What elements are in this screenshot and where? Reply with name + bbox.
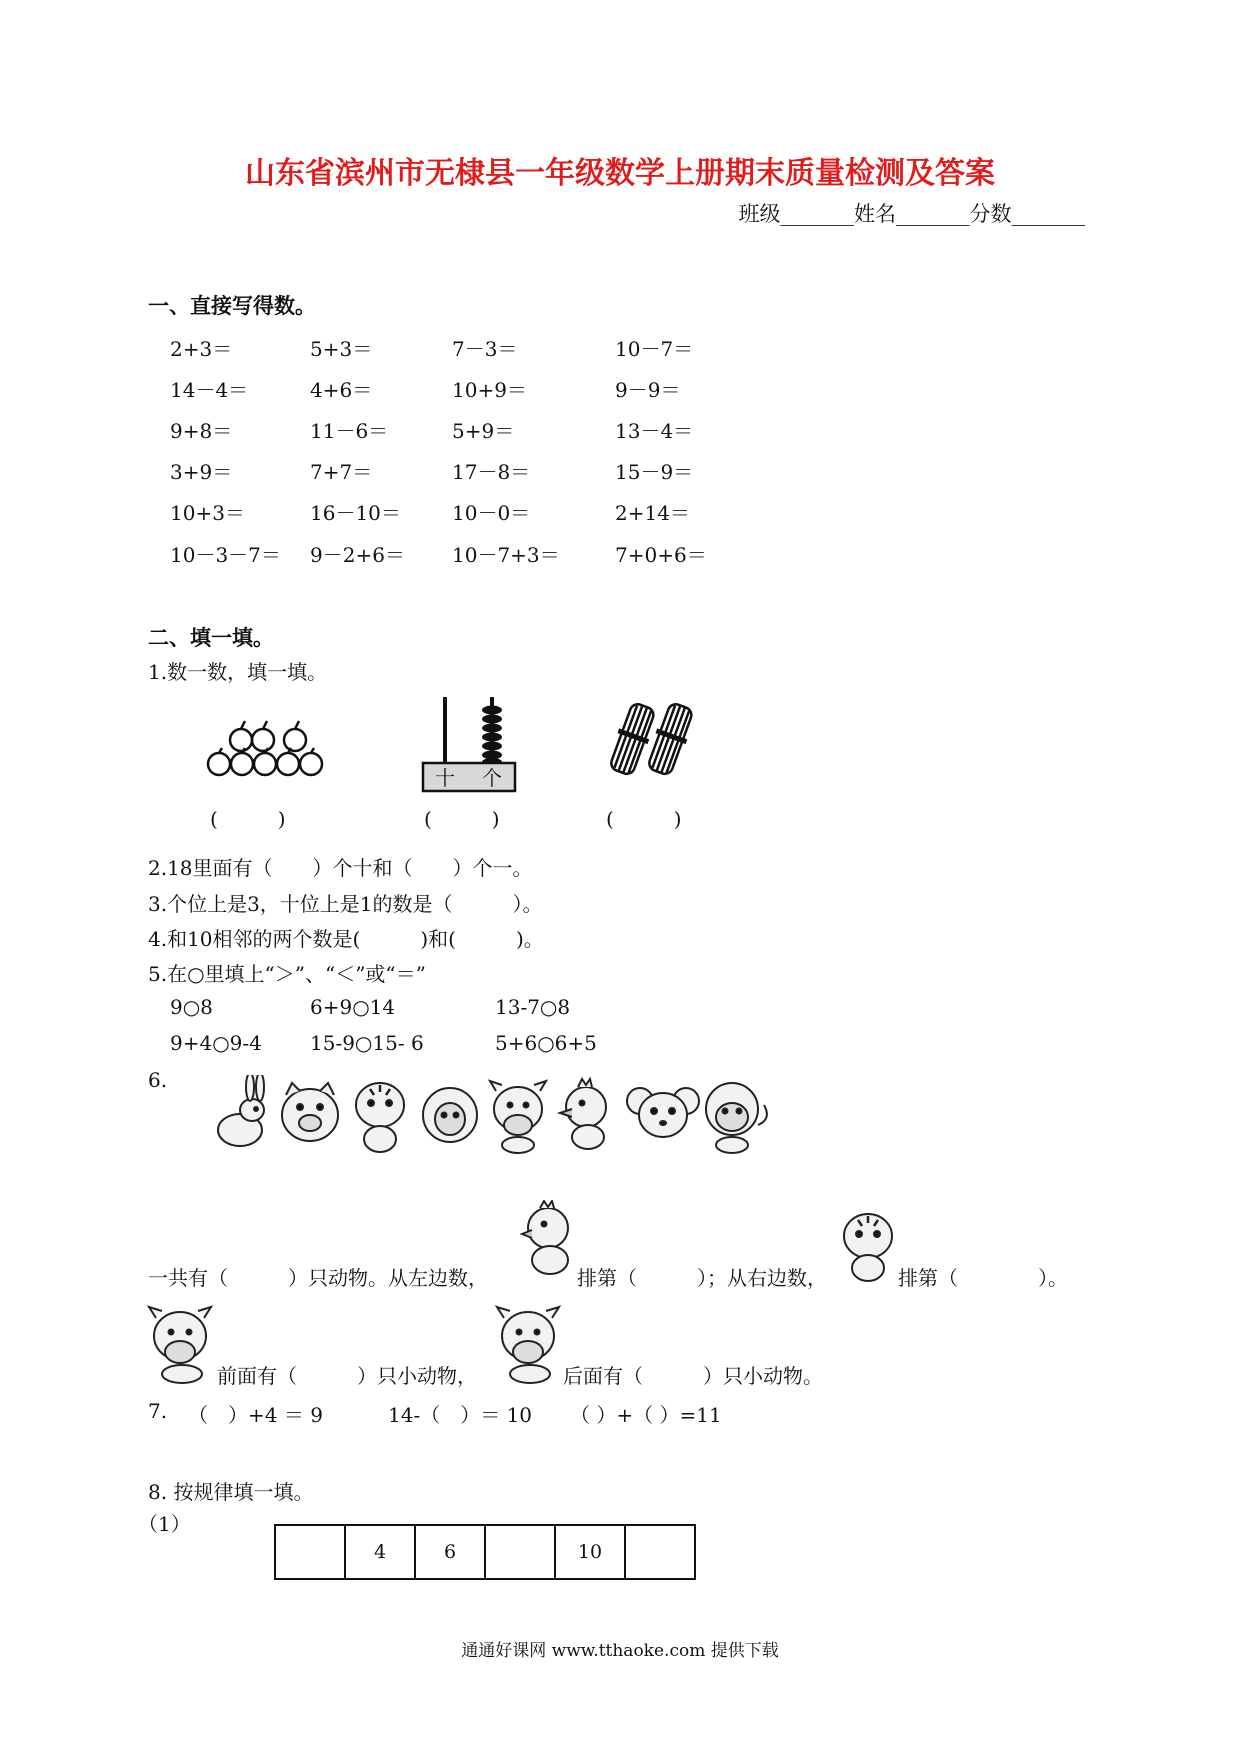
- name-blank[interactable]: _______: [896, 202, 970, 226]
- rooster-icon: [520, 1200, 580, 1280]
- calc-item: 7－3＝: [452, 337, 518, 361]
- calc-item: 10+3＝: [170, 501, 245, 525]
- calc-item: 10－0＝: [452, 501, 531, 525]
- rabbit-icon: [218, 1075, 264, 1146]
- pattern-sequence-table: [274, 1524, 696, 1580]
- calc-item: 5+9＝: [452, 419, 515, 443]
- ox-icon: [494, 1302, 564, 1384]
- abacus-answer-blank[interactable]: ( ): [424, 807, 500, 831]
- sequence-cell: 4: [345, 1525, 415, 1579]
- calc-item: 15－9＝: [615, 460, 694, 484]
- animals-row-image: [210, 1075, 830, 1155]
- question-4: 4.和10相邻的两个数是( )和( )。: [148, 927, 544, 951]
- rooster-icon: [560, 1079, 606, 1149]
- q6-back-count-text: 后面有（ ）只小动物。: [563, 1364, 823, 1388]
- calc-item: 16－10＝: [310, 501, 401, 525]
- page-footer: 通通好课网 www.tthaoke.com 提供下载: [461, 1641, 779, 1661]
- section2-heading: 二、填一填。: [148, 625, 274, 650]
- page-title: 山东省滨州市无棣县一年级数学上册期末质量检测及答案: [245, 156, 995, 191]
- monkey-icon: [706, 1083, 767, 1153]
- q6-front-count-text: 前面有（ ）只小动物，: [217, 1364, 477, 1388]
- calc-item: 17－8＝: [452, 460, 531, 484]
- score-blank[interactable]: _______: [1011, 202, 1085, 226]
- calc-item: 9－9＝: [615, 378, 681, 402]
- calc-item: 13－4＝: [615, 419, 694, 443]
- question-1: 1.数一数，填一填。: [148, 660, 328, 684]
- class-label: 班级: [738, 202, 781, 226]
- sequence-cell: 10: [555, 1525, 625, 1579]
- section1-heading: 一、直接写得数。: [148, 293, 316, 318]
- q7-eq-b: 14-（ ）＝ 10: [388, 1403, 533, 1427]
- calc-item: 3+9＝: [170, 460, 233, 484]
- sequence-cell[interactable]: [485, 1525, 555, 1579]
- calc-item: 14－4＝: [170, 378, 249, 402]
- compare-item: 9+4○9-4: [170, 1031, 262, 1055]
- compare-item: 13-7○8: [495, 995, 571, 1019]
- abacus-ones-label: 个: [482, 766, 502, 790]
- calc-item: 10+9＝: [452, 378, 527, 402]
- question-2: 2.18里面有（ ）个十和（ ）个一。: [148, 856, 533, 880]
- sequence-cell[interactable]: [275, 1525, 345, 1579]
- calc-item: 7+0+6＝: [615, 543, 707, 567]
- compare-item: 15-9○15- 6: [310, 1031, 424, 1055]
- apples-image: [205, 718, 335, 780]
- apples-answer-blank[interactable]: ( ): [210, 807, 286, 831]
- ox-icon: [146, 1302, 216, 1384]
- calc-item: 7+7＝: [310, 460, 373, 484]
- calc-item: 10－7+3＝: [452, 543, 560, 567]
- name-label: 姓名: [854, 202, 896, 226]
- compare-item: 6+9○14: [310, 995, 396, 1019]
- ox-icon: [490, 1081, 546, 1153]
- abacus-image: [420, 695, 520, 795]
- abacus-tens-label: 十: [435, 766, 455, 790]
- calc-item: 5+3＝: [310, 337, 373, 361]
- compare-item: 5+6○6+5: [495, 1031, 597, 1055]
- question-6-label: 6.: [148, 1068, 168, 1092]
- q6-total-text: 一共有（ ）只动物。从左边数，: [148, 1266, 488, 1290]
- score-label: 分数: [969, 202, 1012, 226]
- compare-item: 9○8: [170, 995, 213, 1019]
- calc-item: 4+6＝: [310, 378, 373, 402]
- calc-item: 10－3－7＝: [170, 543, 281, 567]
- stick-bundles-image: [610, 700, 695, 780]
- q7-eq-a: （ ）+4 ＝ 9: [188, 1403, 323, 1427]
- calc-item: 9+8＝: [170, 419, 233, 443]
- pig-icon: [282, 1083, 338, 1141]
- tiger-icon: [838, 1208, 898, 1283]
- calc-item: 11－6＝: [310, 419, 389, 443]
- q6-left-count-text: 排第（ ）；从右边数，: [577, 1266, 827, 1290]
- calc-item: 2+14＝: [615, 501, 690, 525]
- question-7-label: 7.: [148, 1399, 168, 1423]
- question-3: 3.个位上是3，十位上是1的数是（ ）。: [148, 892, 543, 916]
- sheep-icon: [423, 1088, 477, 1142]
- sticks-answer-blank[interactable]: ( ): [606, 807, 682, 831]
- class-blank[interactable]: _______: [780, 202, 854, 226]
- q7-eq-c: （ ）+（ ）=11: [570, 1403, 722, 1427]
- mouse-icon: [627, 1088, 699, 1137]
- sequence-cell: 6: [415, 1525, 485, 1579]
- question-5: 5.在○里填上“＞”、“＜”或“＝”: [148, 962, 426, 986]
- calc-item: 10－7＝: [615, 337, 694, 361]
- q8-sub-label: （1）: [138, 1512, 191, 1536]
- student-info-line: [739, 198, 1086, 228]
- calc-item: 9－2+6＝: [310, 543, 405, 567]
- question-8: 8. 按规律填一填。: [148, 1480, 314, 1504]
- calc-item: 2+3＝: [170, 337, 233, 361]
- q6-right-count-text: 排第（ ）。: [898, 1266, 1068, 1290]
- tiger-icon: [356, 1083, 404, 1152]
- sequence-cell[interactable]: [625, 1525, 695, 1579]
